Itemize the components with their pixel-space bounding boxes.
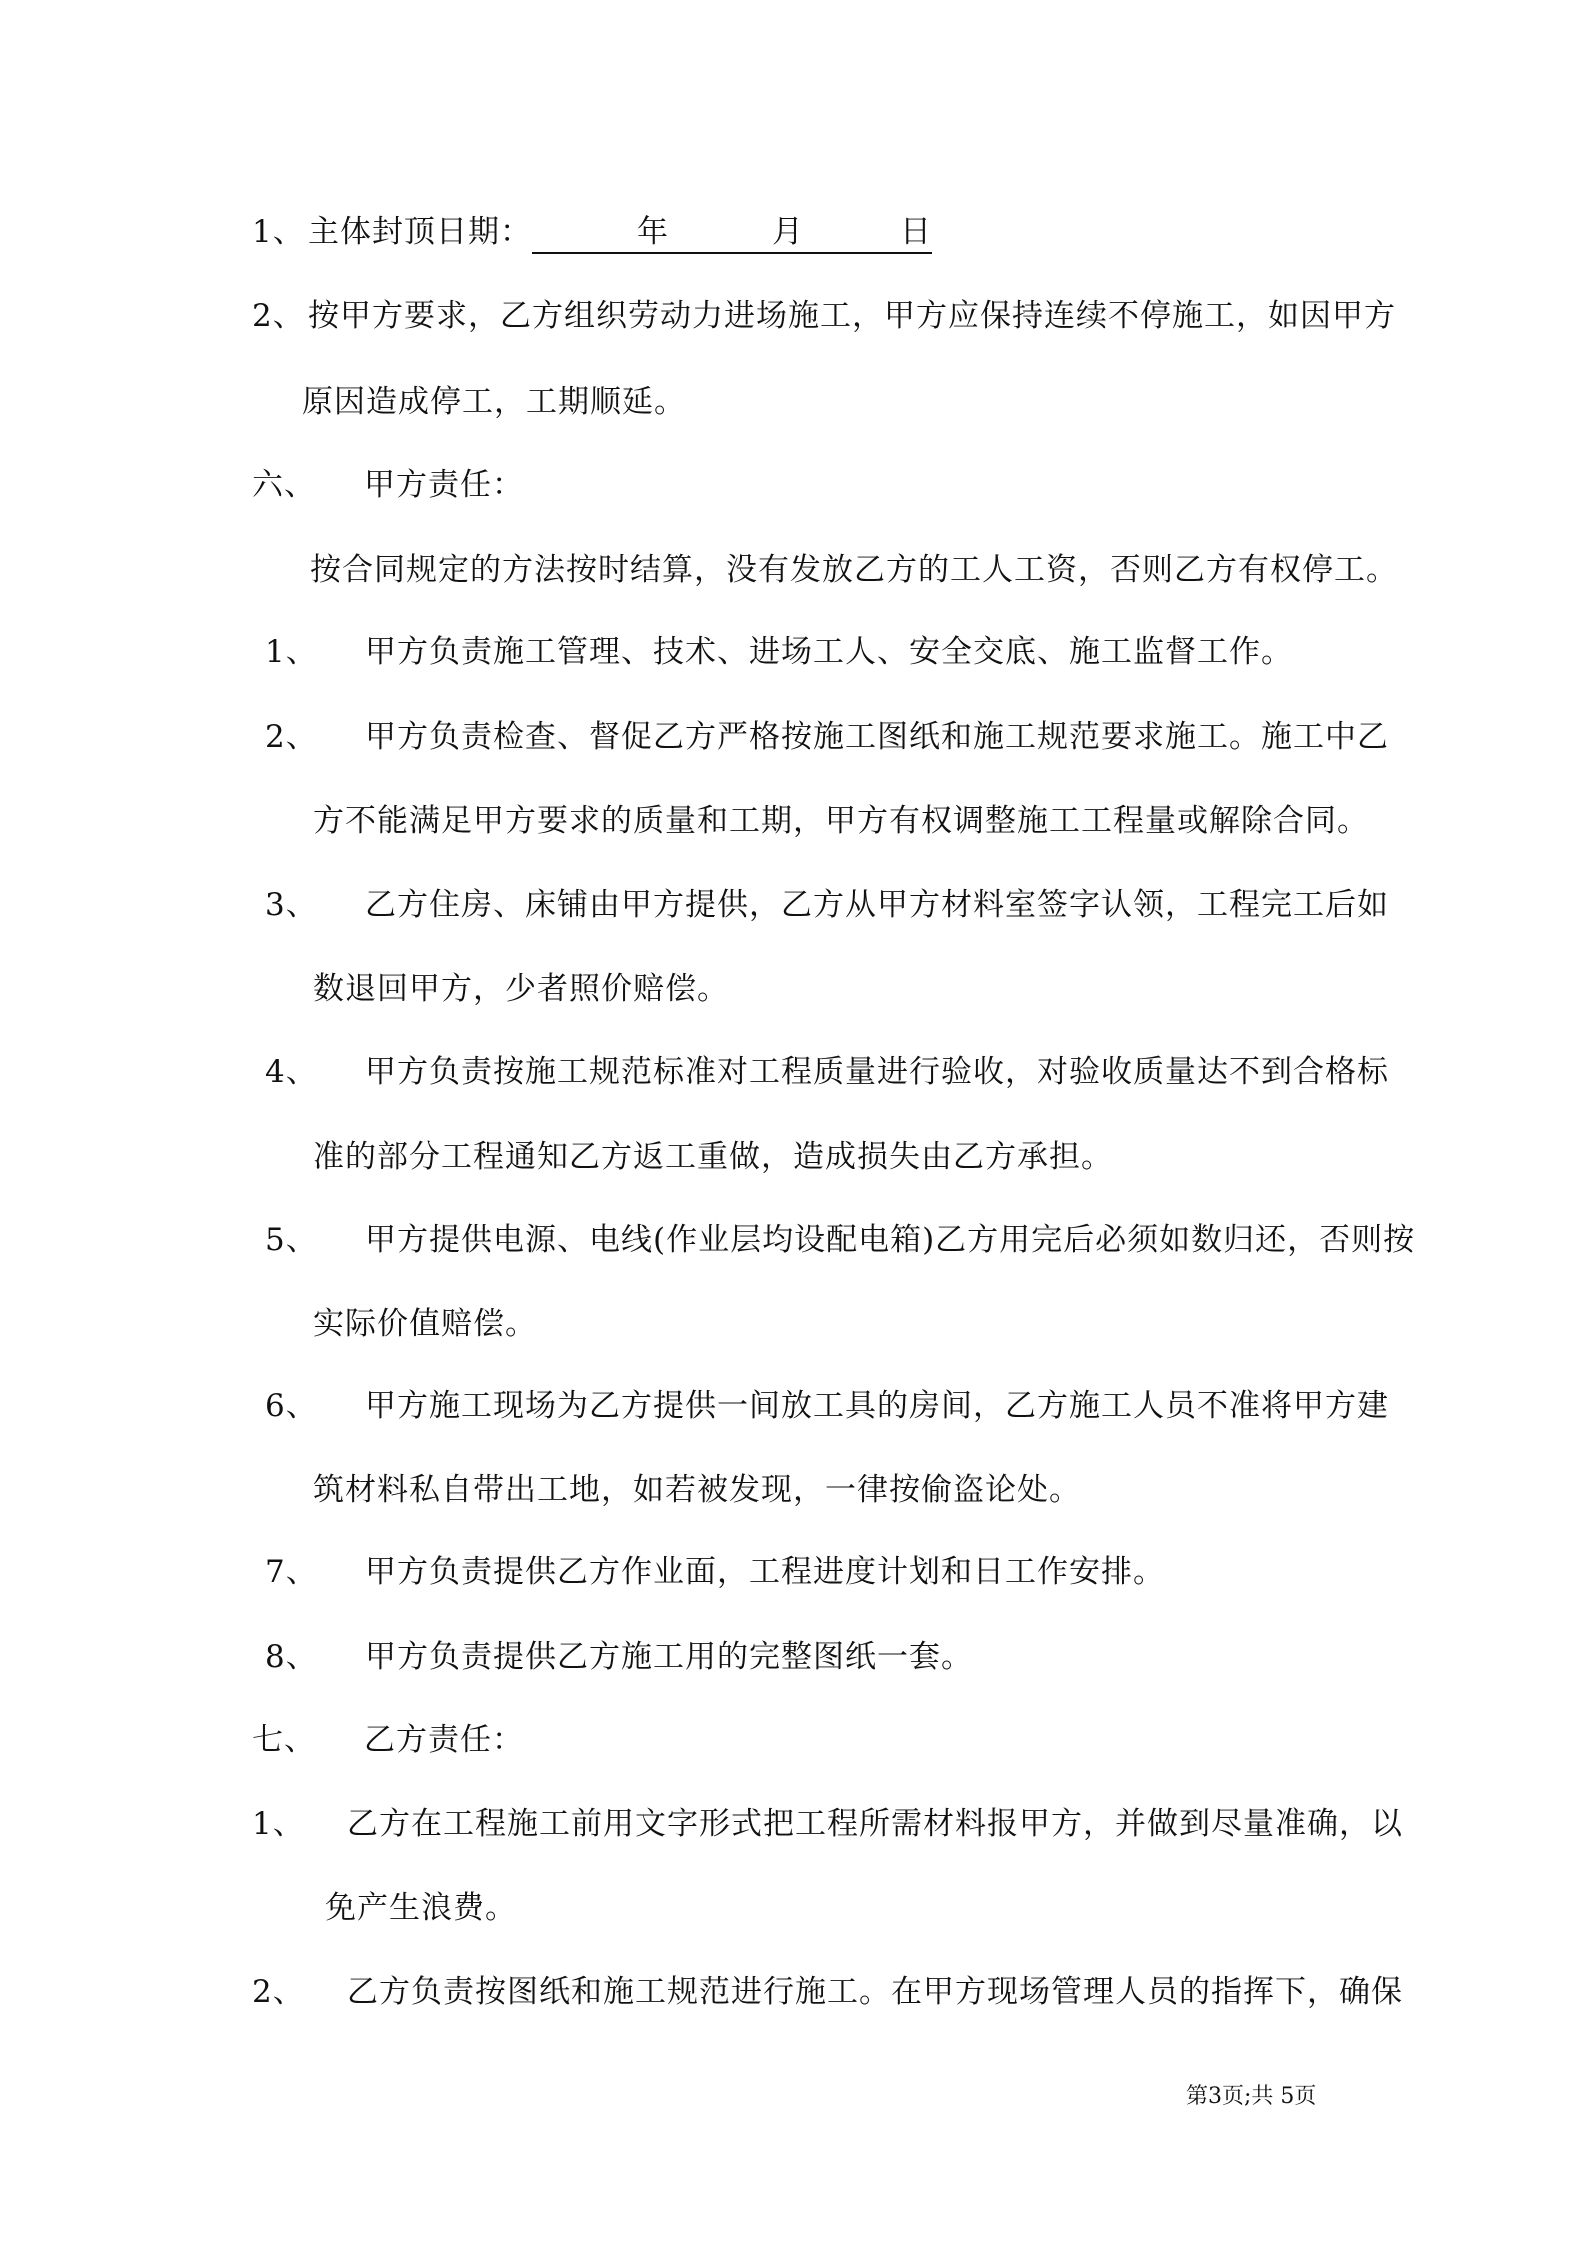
item-number: 5、 bbox=[265, 1222, 318, 1258]
s6-item-2-line2 bbox=[313, 801, 1463, 841]
item-text: 免产生浪费。 bbox=[325, 1890, 517, 1926]
item-number: 8、 bbox=[265, 1639, 318, 1675]
item-text: 数退回甲方，少者照价赔偿。 bbox=[313, 971, 729, 1007]
section-intro: 按合同规定的方法按时结算，没有发放乙方的工人工资，否则乙方有权停工。 bbox=[310, 552, 1398, 588]
year-label: 年 bbox=[637, 214, 669, 250]
item-text: 原因造成停工，工期顺延。 bbox=[302, 384, 686, 420]
item-number: 2、 bbox=[265, 719, 318, 755]
item-text: 乙方在工程施工前用文字形式把工程所需材料报甲方，并做到尽量准确，以 bbox=[347, 1806, 1403, 1842]
item-number: 1、 bbox=[265, 634, 318, 670]
item-text: 方不能满足甲方要求的质量和工期，甲方有权调整施工工程量或解除合同。 bbox=[313, 803, 1369, 839]
day-label: 日 bbox=[900, 214, 932, 250]
s6-item-7-line1 bbox=[265, 1552, 1465, 1592]
item-text: 实际价值赔偿。 bbox=[313, 1306, 537, 1342]
section-6-intro bbox=[310, 550, 1460, 590]
item-text: 甲方负责施工管理、技术、进场工人、安全交底、施工监督工作。 bbox=[365, 634, 1293, 670]
date-line bbox=[252, 212, 952, 252]
item-text: 甲方负责提供乙方作业面，工程进度计划和日工作安排。 bbox=[365, 1554, 1165, 1590]
item-text: 乙方住房、床铺由甲方提供，乙方从甲方材料室签字认领，工程完工后如 bbox=[365, 887, 1389, 923]
s6-item-2-line1 bbox=[265, 717, 1465, 757]
s6-item-3-line2 bbox=[313, 969, 1463, 1009]
item-text: 甲方提供电源、电线(作业层均设配电箱)乙方用完后必须如数归还，否则按 bbox=[365, 1222, 1416, 1258]
item-number: 6、 bbox=[265, 1388, 318, 1424]
date-label: 主体封顶日期： bbox=[308, 214, 532, 250]
s6-item-1-line1 bbox=[265, 632, 1465, 672]
item-text: 筑材料私自带出工地，如若被发现，一律按偷盗论处。 bbox=[313, 1472, 1081, 1508]
section-7-heading bbox=[252, 1720, 852, 1760]
s6-item-6-line1 bbox=[265, 1386, 1465, 1426]
s7-item-1-line2 bbox=[325, 1888, 1475, 1928]
item-text: 准的部分工程通知乙方返工重做，造成损失由乙方承担。 bbox=[313, 1139, 1113, 1175]
date-blank-line bbox=[532, 212, 932, 254]
item-number: 4、 bbox=[265, 1054, 318, 1090]
section-title: 乙方责任： bbox=[364, 1722, 524, 1758]
item-number: 2、 bbox=[252, 298, 305, 334]
s6-item-3-line1 bbox=[265, 885, 1465, 925]
section-title: 甲方责任： bbox=[364, 467, 524, 503]
item-text: 甲方施工现场为乙方提供一间放工具的房间，乙方施工人员不准将甲方建 bbox=[365, 1388, 1389, 1424]
s7-item-1-line1 bbox=[252, 1804, 1472, 1844]
item-number: 1、 bbox=[252, 214, 305, 250]
s6-item-4-line2 bbox=[313, 1137, 1463, 1177]
item-number: 1、 bbox=[252, 1806, 305, 1842]
item-2-line2 bbox=[302, 382, 1452, 422]
s7-item-2-line1 bbox=[252, 1972, 1472, 2012]
item-text: 甲方负责检查、督促乙方严格按施工图纸和施工规范要求施工。施工中乙 bbox=[365, 719, 1389, 755]
item-text: 按甲方要求，乙方组织劳动力进场施工，甲方应保持连续不停施工，如因甲方 bbox=[308, 298, 1396, 334]
month-label: 月 bbox=[772, 214, 804, 250]
s6-item-8-line1 bbox=[265, 1637, 1465, 1677]
s6-item-4-line1 bbox=[265, 1052, 1465, 1092]
item-number: 3、 bbox=[265, 887, 318, 923]
s6-item-5-line1 bbox=[265, 1220, 1465, 1260]
section-number: 六、 bbox=[252, 467, 316, 503]
item-number: 7、 bbox=[265, 1554, 318, 1590]
item-text: 甲方负责按施工规范标准对工程质量进行验收，对验收质量达不到合格标 bbox=[365, 1054, 1389, 1090]
item-2-line1 bbox=[252, 296, 1452, 336]
item-text: 乙方负责按图纸和施工规范进行施工。在甲方现场管理人员的指挥下，确保 bbox=[347, 1974, 1403, 2010]
page-number: 第3页;共 5页 bbox=[1186, 2084, 1317, 2109]
s6-item-5-line2 bbox=[313, 1304, 1463, 1344]
section-6-heading bbox=[252, 465, 852, 505]
section-number: 七、 bbox=[252, 1722, 316, 1758]
item-number: 2、 bbox=[252, 1974, 305, 2010]
item-text: 甲方负责提供乙方施工用的完整图纸一套。 bbox=[365, 1639, 973, 1675]
s6-item-6-line2 bbox=[313, 1470, 1463, 1510]
